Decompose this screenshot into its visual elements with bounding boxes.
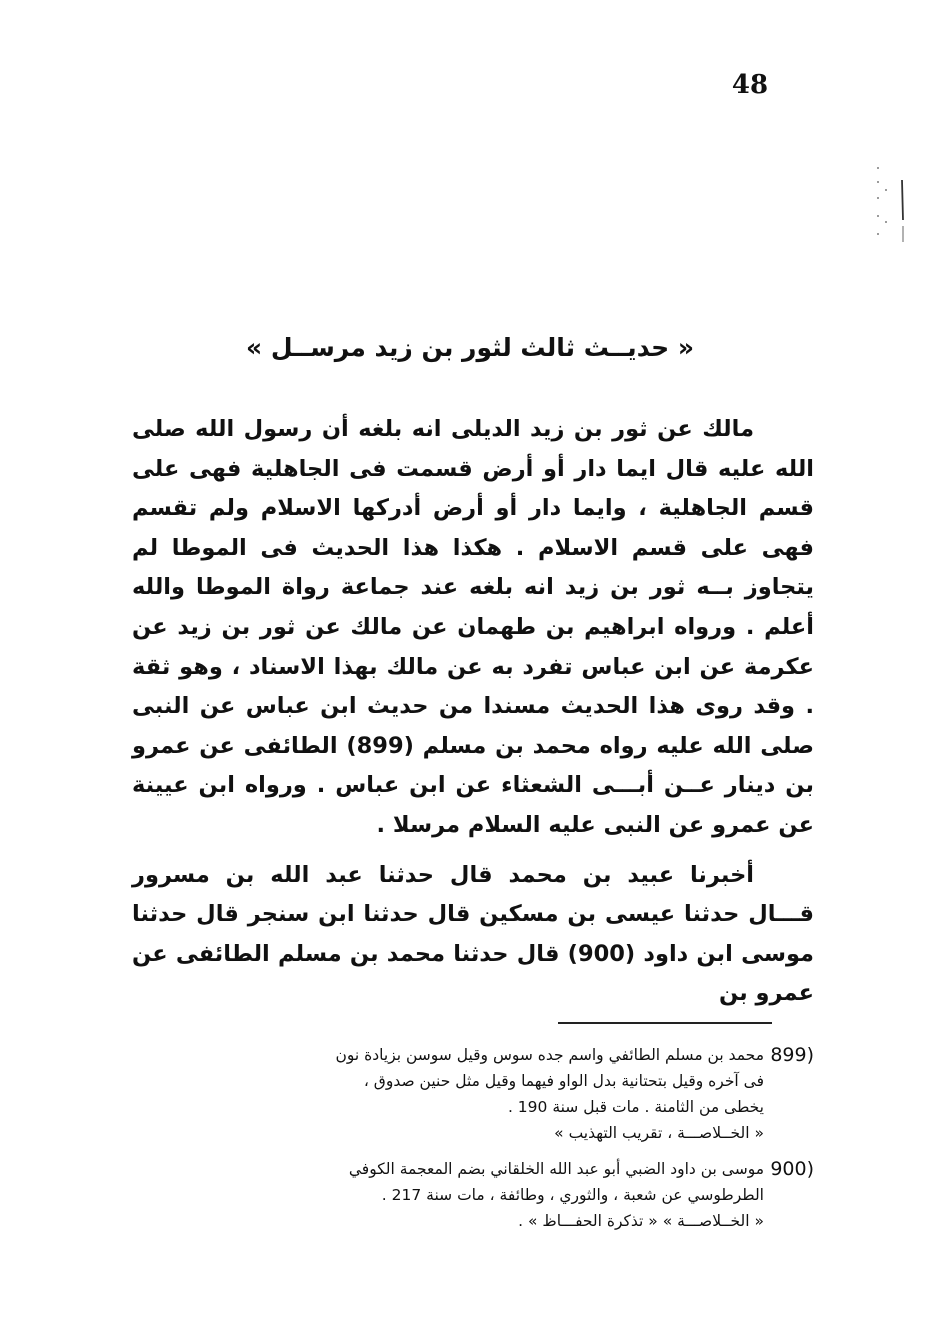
- footnote-899: [132, 1042, 814, 1146]
- footnote-number: (900: [770, 1158, 814, 1180]
- footnote-900: [132, 1156, 814, 1234]
- footnote-line: الطرطوسي عن شعبة ، والثوري ، وطائفة ، مات سنة 217 .: [381, 1186, 764, 1204]
- paragraph-2: أخبرنا عبيد بن محمد قال حدثنا عبد الله بن مسرور قـــال حدثنا عيسى بن مسكين قال حدثنا ابن سنجر قال حدثنا موسى ابن داود (900) قال حدثنا محمد بن مسلم الطائفى عن عمرو بن: [132, 861, 814, 1007]
- footnote-line: موسى بن داود الضبي أبو عبد الله الخلقاني بضم المعجمة الكوفي: [348, 1160, 764, 1178]
- footnote-line: يخطى من الثامنة . مات قبل سنة 190 .: [507, 1098, 764, 1116]
- footnote-number: (899: [770, 1044, 814, 1066]
- footnote-separator: [558, 1022, 772, 1024]
- page-number: 48: [731, 70, 769, 100]
- footnote-line: محمد بن مسلم الطائفي واسم جده سوس وقيل سوسن بزيادة نون: [335, 1046, 764, 1064]
- footnote-line: فى آخره وقيل بتحتانية بدل الواو فيهما وقيل مثل حنين صدوق ،: [363, 1072, 764, 1090]
- section-heading: « حديــث ثالث لثور بن زيد مرســل »: [245, 333, 695, 362]
- margin-marks: [872, 160, 912, 260]
- body-text: [132, 410, 814, 1024]
- paragraph-1: مالك عن ثور بن زيد الديلى انه بلغه أن رسول الله صلى الله عليه قال ايما دار أو أرض قسمت فى الجاهلية فهى على قسم الجاهلية ، وايما دار أو أرض أدركها الاسلام ولم تقسم فهى على قسم الاسلام . هكذا هذا الحديث فى الموطا لم يتجاوز بــه ثور بن زيد انه بلغه عند جماعة رواة الموطا والله أعلم . ورواه ابراهيم بن طهمان عن مالك عن ثور بن زيد عن عكرمة عن ابن عباس تفرد به عن مالك بهذا الاسناد ، وهو ثقة . وقد روى هذا الحديث مسندا من حديث ابن عباس عن النبى صلى الله عليه رواه محمد بن مسلم (899) الطائفى عن عمرو بن دينار عــن أبـــى الشعثاء عن ابن عباس . ورواه ابن عيينة عن عمرو عن النبى عليه السلام مرسلا .: [132, 416, 814, 838]
- footnote-line: « الخــلاصـــة » « تذكرة الحفـــاظ » .: [518, 1212, 764, 1230]
- footnote-line: « الخــلاصـــة ، تقريب التهذيب »: [554, 1124, 764, 1142]
- footnote-text: [132, 1042, 764, 1146]
- footnotes: [132, 1042, 814, 1244]
- footnote-text: [132, 1156, 764, 1234]
